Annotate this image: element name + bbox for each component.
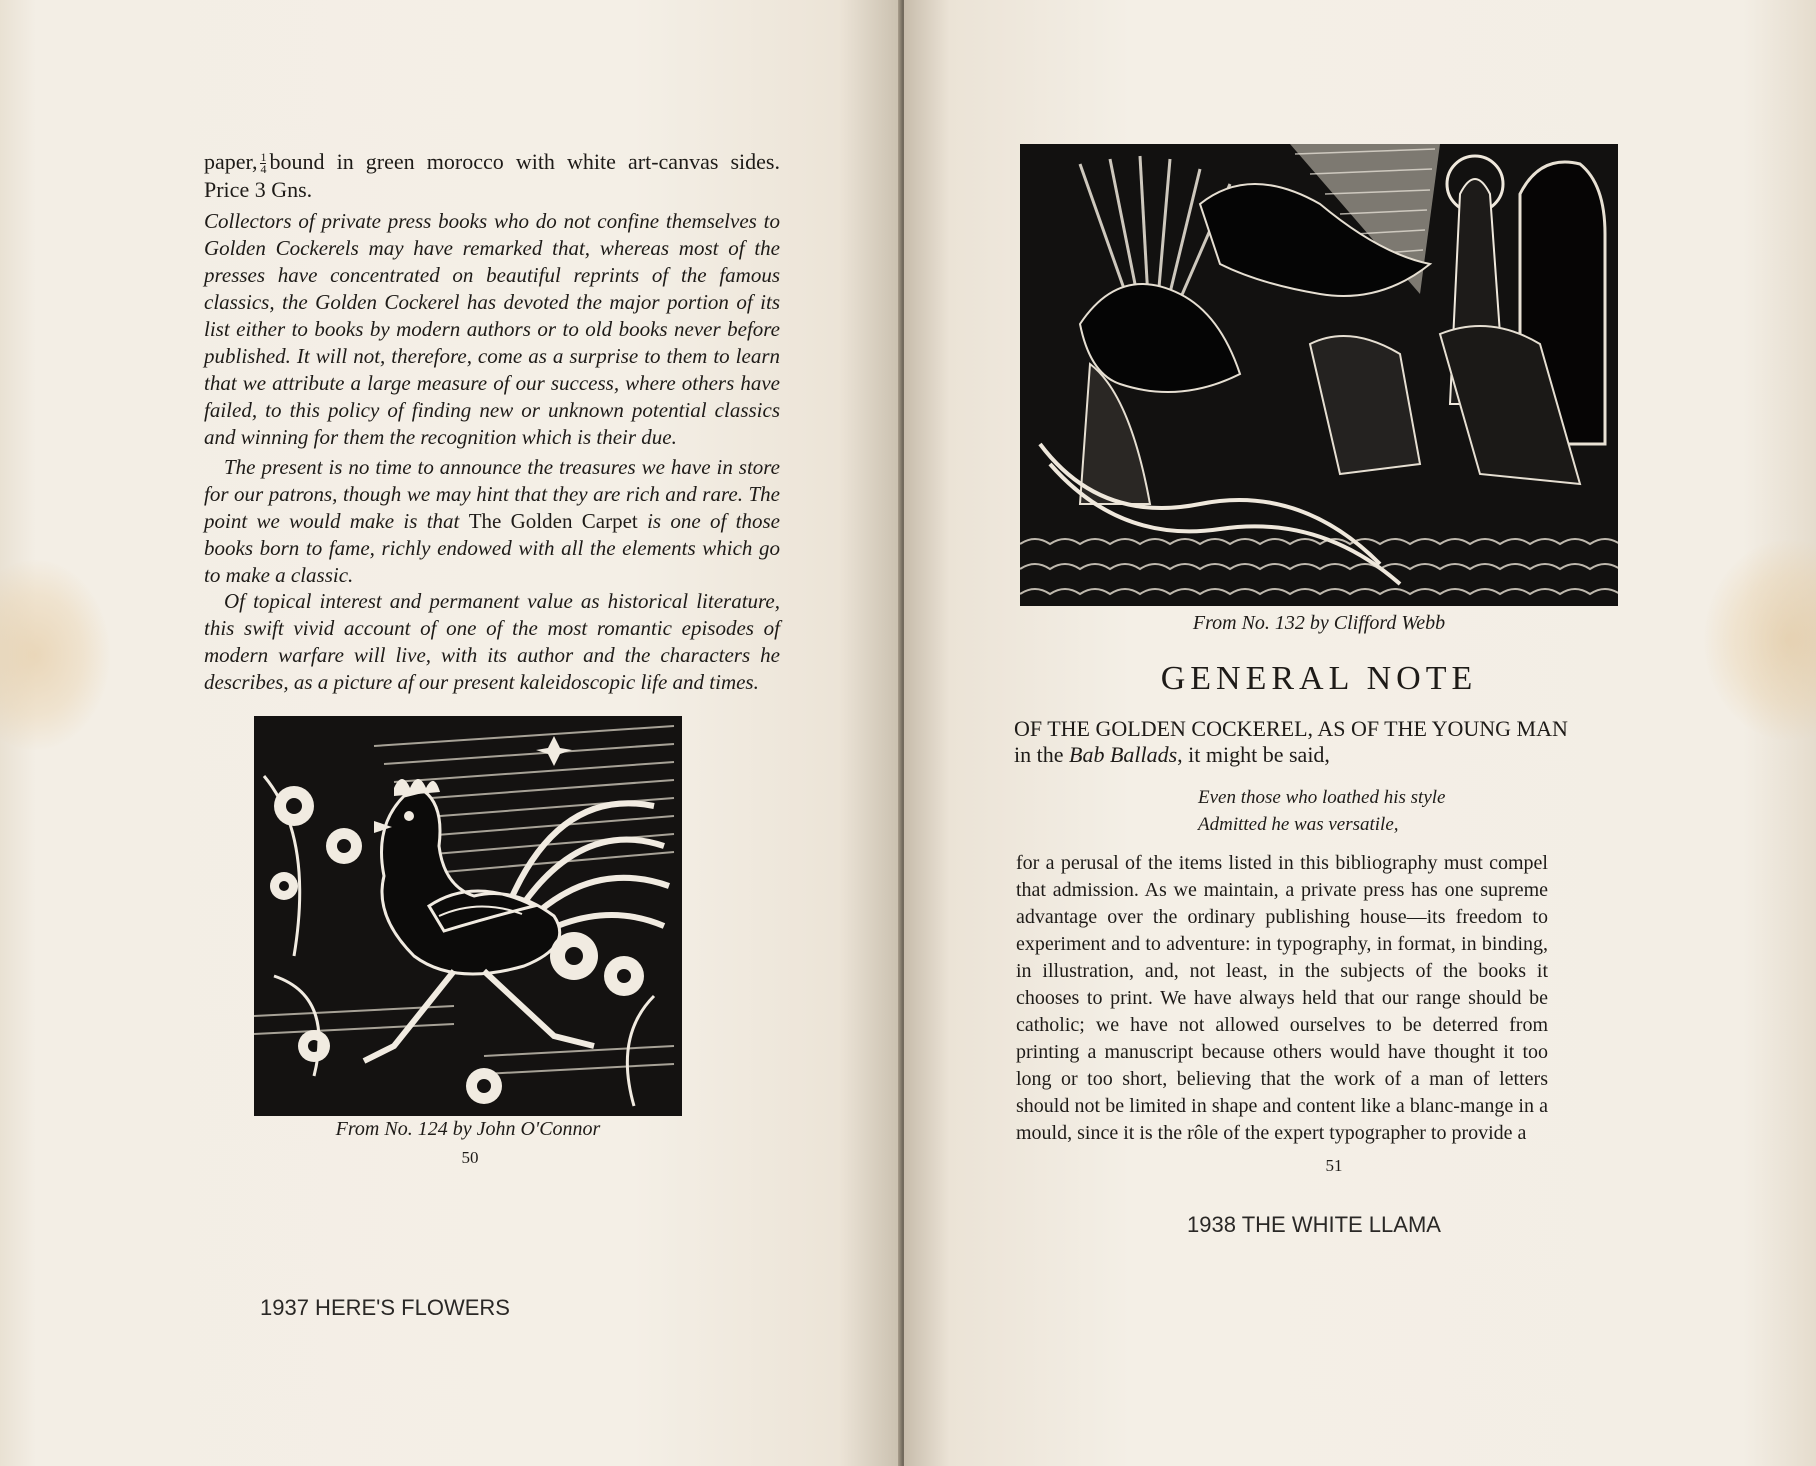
- procession-engraving: [1020, 144, 1618, 606]
- annotation-white-llama: 1938 THE WHITE LLAMA: [1187, 1212, 1441, 1237]
- paragraph-collectors: Collectors of private press books who do not confine themselves to Golden Cockerels may have remarked that, whereas most of the presses have concentrated on beautiful reprints of the famous classics, the Golden Cockerel has devoted the major portion of its list either to books by modern authors or to old books never before published. It will not, therefore, come as a surprise to them to learn that we attribute a large measure of our success, where others have failed, to this policy of finding new or unknown potential classics and winning for them the recognition which is their due.: [204, 209, 780, 449]
- general-note-body: for a perusal of the items listed in this bibliography must compel that admission. As we maintain, a private press has one supreme advantage over the ordinary publishing house—its freedom to experiment and to adventure: in typography, in format, in binding, in illustration, and, not least, in the subjects of the books it chooses to print. We have always held that our range should be catholic; we have not allowed ourselves to be deterred from printing a manuscript because others would have thought it too long or too short, believing that the work of a man of letters should not be limited in shape and content like a blanc-mange in a mould, since it is the rôle of the expert typographer to provide a: [1016, 852, 1548, 1144]
- verse-line-2: Admitted he was versatile,: [1198, 814, 1399, 835]
- fraction-quarter: $\frac{1}{4}$: [260, 150, 267, 177]
- lead-second-line: in the Bab Ballads, it might be said,: [1014, 742, 1330, 767]
- cockerel-engraving: [254, 716, 682, 1116]
- left-page: [0, 0, 902, 1466]
- general-note-heading: GENERAL NOTE: [1160, 660, 1478, 697]
- bab-ballads-title: Bab Ballads: [1069, 742, 1178, 767]
- page-number-51: 51: [1325, 1156, 1343, 1175]
- right-page: [904, 0, 1816, 1466]
- cockerel-caption: From No. 124 by John O'Connor: [335, 1118, 601, 1140]
- verse-line-1: Even those who loathed his style: [1198, 787, 1446, 808]
- paragraph-treasures: The present is no time to announce the treasures we have in store for our patrons, though we may hint that they are rich and rare. The point we would make is that The Golden Carpet is one of those books born to fame, richly endowed with all the elements which go to make a classic.: [204, 455, 780, 587]
- foxing-stain-left: [0, 560, 110, 750]
- lead-caps-line: OF THE GOLDEN COCKEREL, AS OF THE YOUNG MAN: [1014, 716, 1568, 741]
- general-note-lead: [1014, 716, 1654, 768]
- foxing-stain-right: [1704, 540, 1816, 740]
- annotation-heres-flowers: 1937 HERE'S FLOWERS: [260, 1295, 510, 1320]
- paragraph-topical-interest: Of topical interest and permanent value as historical literature, this swift vivid account of one of the most romantic episodes of modern warfare will live, with its author and the characters he describes, as a picture af our present kaleidoscopic life and times.: [204, 589, 780, 694]
- binding-description: paper, $\frac{1}{4}$ bound in green morocco with white art-canvas sides. Price 3 Gns.: [204, 149, 780, 202]
- page-number-50: 50: [461, 1148, 479, 1167]
- book-title-golden-carpet: The Golden Carpet: [468, 509, 638, 533]
- verse-quotation: [1198, 784, 1598, 838]
- procession-caption: From No. 132 by Clifford Webb: [1192, 612, 1446, 634]
